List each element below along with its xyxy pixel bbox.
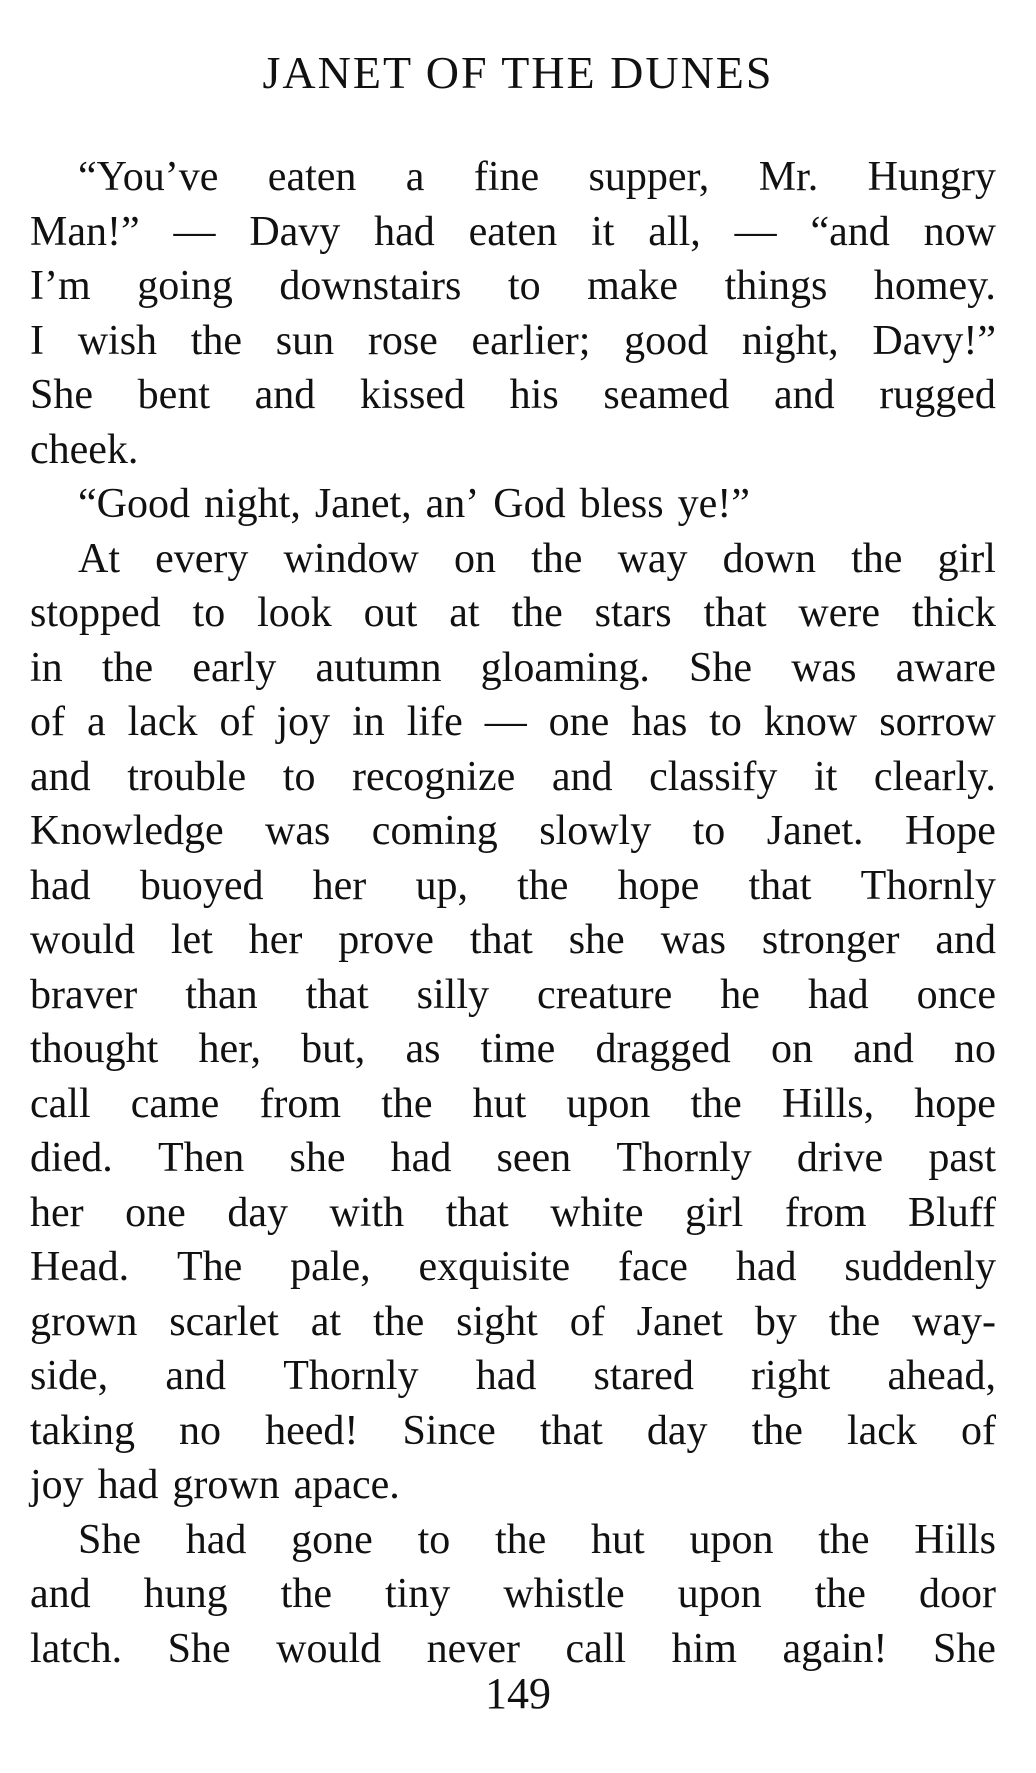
word: and bbox=[254, 372, 316, 418]
word: bent bbox=[137, 372, 210, 418]
word: one bbox=[548, 699, 610, 745]
text-line bbox=[30, 1077, 996, 1132]
word: of bbox=[30, 699, 65, 745]
word: that bbox=[539, 1407, 603, 1454]
word: no bbox=[953, 1026, 996, 1072]
word: would bbox=[30, 917, 135, 963]
word: rugged bbox=[879, 372, 996, 418]
word: one bbox=[125, 1189, 186, 1236]
word: of bbox=[219, 699, 255, 745]
word: Bluff bbox=[908, 1189, 996, 1236]
word: was bbox=[791, 644, 857, 691]
word: hope bbox=[914, 1080, 996, 1127]
word: with bbox=[329, 1189, 405, 1236]
text-line bbox=[30, 1567, 996, 1622]
word: the bbox=[101, 644, 154, 691]
word: Knowledge bbox=[30, 808, 224, 854]
word: taking bbox=[30, 1407, 135, 1454]
word: had bbox=[185, 1516, 247, 1563]
word: eaten bbox=[267, 154, 357, 200]
text-line bbox=[30, 150, 996, 205]
word: upon bbox=[689, 1516, 774, 1563]
word: Janet, bbox=[314, 481, 412, 527]
word: the bbox=[751, 1407, 803, 1454]
word: heed! bbox=[265, 1407, 359, 1454]
word: it bbox=[813, 753, 838, 800]
word: the bbox=[814, 1571, 866, 1617]
word: were bbox=[798, 590, 881, 636]
word: that bbox=[703, 590, 767, 636]
word: She bbox=[167, 1625, 231, 1672]
word: stronger bbox=[761, 917, 900, 963]
word: that bbox=[305, 971, 369, 1018]
word: grown bbox=[30, 1298, 138, 1345]
word: an’ bbox=[425, 481, 480, 527]
word: of bbox=[569, 1298, 605, 1345]
word: hut bbox=[591, 1516, 645, 1563]
word: She bbox=[78, 1516, 141, 1563]
word: to bbox=[709, 699, 742, 745]
word: in bbox=[352, 699, 385, 745]
word: She bbox=[689, 644, 753, 691]
word: from bbox=[259, 1080, 342, 1127]
text-line bbox=[30, 750, 996, 805]
word: exquisite bbox=[418, 1244, 571, 1290]
word: Hills, bbox=[781, 1080, 875, 1127]
word: seamed bbox=[603, 372, 730, 418]
word: stars bbox=[594, 590, 672, 636]
word: stopped bbox=[30, 590, 161, 636]
text-line bbox=[30, 314, 996, 369]
text-line bbox=[30, 1513, 996, 1568]
word: downstairs bbox=[279, 263, 462, 309]
page-number: 149 bbox=[485, 1669, 551, 1718]
word: At bbox=[78, 535, 120, 582]
word: know bbox=[763, 699, 858, 745]
word: Janet. bbox=[766, 808, 864, 854]
word: pale, bbox=[290, 1244, 371, 1290]
word: going bbox=[137, 263, 233, 309]
word: down bbox=[722, 535, 817, 582]
word: make bbox=[587, 263, 679, 309]
word: sun bbox=[275, 317, 335, 364]
text-line bbox=[30, 205, 996, 260]
word: tiny bbox=[384, 1571, 451, 1617]
word: Thornly bbox=[860, 862, 996, 909]
word: girl bbox=[685, 1189, 744, 1236]
text-line bbox=[30, 477, 996, 532]
text-line bbox=[30, 1404, 996, 1459]
word: had bbox=[807, 971, 869, 1018]
word: classify bbox=[649, 753, 778, 800]
word: a bbox=[405, 154, 425, 200]
word: to bbox=[692, 808, 726, 854]
word: slowly bbox=[539, 808, 652, 854]
word: that bbox=[445, 1189, 509, 1236]
word: Mr. bbox=[758, 154, 819, 200]
word: — bbox=[484, 699, 527, 745]
word: prove bbox=[338, 917, 434, 963]
word: hung bbox=[143, 1571, 228, 1617]
word: bless bbox=[579, 481, 664, 527]
word: side, bbox=[30, 1353, 109, 1399]
word: was bbox=[265, 808, 331, 854]
word: day bbox=[227, 1189, 288, 1236]
word: rose bbox=[367, 317, 438, 364]
word: earlier; bbox=[471, 317, 591, 364]
word: the bbox=[511, 590, 563, 636]
word: suddenly bbox=[844, 1244, 996, 1290]
word: white bbox=[550, 1189, 644, 1236]
body-text bbox=[30, 150, 996, 1676]
text-line bbox=[30, 423, 996, 478]
word: “You’ve bbox=[78, 154, 219, 200]
word: joy bbox=[276, 699, 331, 745]
word: call bbox=[30, 1080, 91, 1127]
word: would bbox=[276, 1625, 382, 1672]
word: Head. bbox=[30, 1244, 130, 1290]
word: The bbox=[177, 1244, 243, 1290]
word: Davy bbox=[249, 208, 341, 255]
word: him bbox=[671, 1625, 737, 1672]
word: that bbox=[469, 917, 533, 963]
text-line bbox=[30, 968, 996, 1023]
word: all, bbox=[648, 208, 701, 255]
word: her bbox=[30, 1189, 84, 1236]
word: that bbox=[748, 862, 812, 909]
word: I bbox=[30, 317, 44, 364]
word: the bbox=[531, 535, 583, 582]
word: — bbox=[734, 208, 777, 255]
word: by bbox=[754, 1298, 797, 1345]
word: had bbox=[30, 862, 91, 909]
text-line bbox=[30, 913, 996, 968]
word: to bbox=[282, 753, 316, 800]
word: stared bbox=[593, 1353, 694, 1399]
word: clearly. bbox=[873, 753, 996, 800]
word: died. bbox=[30, 1135, 113, 1181]
text-line bbox=[30, 1186, 996, 1241]
word: on bbox=[454, 535, 496, 582]
word: had bbox=[475, 1353, 537, 1399]
word: the bbox=[190, 317, 243, 364]
word: I’m bbox=[30, 263, 91, 309]
word: braver bbox=[30, 971, 138, 1018]
word: the bbox=[690, 1080, 742, 1127]
word: a bbox=[86, 699, 106, 745]
word: as bbox=[405, 1026, 441, 1072]
word: seen bbox=[496, 1135, 572, 1181]
word: door bbox=[918, 1571, 996, 1617]
word: out bbox=[363, 590, 418, 636]
word: up, bbox=[415, 862, 468, 909]
word: but, bbox=[301, 1026, 366, 1072]
word: drive bbox=[796, 1135, 884, 1181]
word: ye!” bbox=[677, 481, 750, 527]
word: every bbox=[155, 535, 249, 582]
word: in bbox=[30, 644, 63, 691]
word: hope bbox=[617, 862, 700, 909]
word: at bbox=[310, 1298, 342, 1345]
word: supper, bbox=[588, 154, 710, 200]
word: the bbox=[818, 1516, 870, 1563]
word: came bbox=[130, 1080, 220, 1127]
text-line bbox=[30, 1022, 996, 1077]
text-line bbox=[30, 1295, 996, 1350]
text-line bbox=[30, 1240, 996, 1295]
word: the bbox=[517, 862, 569, 909]
word: God bbox=[493, 481, 566, 527]
text-line bbox=[30, 586, 996, 641]
text-line bbox=[30, 368, 996, 423]
word: grown bbox=[172, 1462, 280, 1508]
word: apace. bbox=[293, 1462, 400, 1508]
word: from bbox=[784, 1189, 867, 1236]
word: her bbox=[312, 862, 367, 909]
word: it bbox=[591, 208, 615, 255]
word: at bbox=[449, 590, 480, 636]
word: and bbox=[935, 917, 996, 963]
word: cheek. bbox=[30, 426, 139, 473]
word: to bbox=[417, 1516, 451, 1563]
word: Hungry bbox=[867, 154, 996, 200]
text-line bbox=[30, 1458, 996, 1513]
text-line bbox=[30, 532, 996, 587]
word: scarlet bbox=[169, 1298, 279, 1345]
text-line bbox=[30, 1349, 996, 1404]
word: whistle bbox=[503, 1571, 625, 1617]
word: sight bbox=[456, 1298, 538, 1345]
word: and bbox=[853, 1026, 914, 1072]
word: the bbox=[494, 1516, 547, 1563]
word: he bbox=[720, 971, 760, 1018]
word: once bbox=[916, 971, 996, 1018]
word: eaten bbox=[468, 208, 558, 255]
word: way bbox=[617, 535, 688, 582]
word: girl bbox=[937, 535, 996, 582]
word: recognize bbox=[352, 753, 516, 800]
text-line bbox=[30, 859, 996, 914]
word: She bbox=[932, 1625, 996, 1672]
word: had bbox=[374, 208, 435, 255]
text-line bbox=[30, 259, 996, 314]
word: his bbox=[509, 372, 559, 418]
text-line bbox=[30, 804, 996, 859]
word: thick bbox=[911, 590, 996, 636]
word: than bbox=[185, 971, 258, 1018]
word: Hills bbox=[914, 1516, 996, 1563]
running-head: JANET OF THE DUNES bbox=[262, 47, 774, 98]
word: and bbox=[30, 1571, 91, 1617]
word: sorrow bbox=[879, 699, 996, 745]
text-line bbox=[30, 641, 996, 696]
word: things bbox=[724, 263, 828, 309]
word: aware bbox=[895, 644, 996, 691]
word: and bbox=[165, 1353, 226, 1399]
word: never bbox=[426, 1625, 520, 1672]
word: day bbox=[646, 1407, 708, 1454]
word: the bbox=[851, 535, 903, 582]
word: homey. bbox=[873, 263, 996, 309]
word: let bbox=[170, 917, 213, 963]
word: buoyed bbox=[139, 862, 264, 909]
word: right bbox=[751, 1353, 831, 1399]
word: Thornly bbox=[616, 1135, 752, 1181]
word: now bbox=[923, 208, 996, 255]
word: way- bbox=[912, 1298, 996, 1345]
word: kissed bbox=[359, 372, 465, 418]
word: and bbox=[773, 372, 835, 418]
word: has bbox=[631, 699, 688, 745]
word: window bbox=[283, 535, 419, 582]
word: lack bbox=[127, 699, 198, 745]
word: “and bbox=[810, 208, 890, 255]
word: had bbox=[390, 1135, 452, 1181]
word: her, bbox=[198, 1026, 261, 1072]
word: hut bbox=[472, 1080, 527, 1127]
text-line bbox=[30, 695, 996, 750]
word: look bbox=[257, 590, 332, 636]
word: Since bbox=[402, 1407, 496, 1454]
word: and bbox=[551, 753, 613, 800]
word: creature bbox=[537, 971, 673, 1018]
word: early bbox=[192, 644, 277, 691]
word: night, bbox=[741, 317, 839, 364]
word: she bbox=[289, 1135, 346, 1181]
text-line bbox=[30, 1131, 996, 1186]
word: trouble bbox=[127, 753, 247, 800]
word: no bbox=[179, 1407, 222, 1454]
word: she bbox=[568, 917, 625, 963]
word: to bbox=[192, 590, 226, 636]
word: life bbox=[406, 699, 463, 745]
word: the bbox=[280, 1571, 332, 1617]
word: upon bbox=[566, 1080, 651, 1127]
word: coming bbox=[371, 808, 498, 854]
word: autumn bbox=[315, 644, 442, 691]
word: She bbox=[30, 372, 93, 418]
word: time bbox=[480, 1026, 556, 1072]
word: past bbox=[928, 1135, 996, 1181]
word: and bbox=[30, 753, 91, 800]
word: again! bbox=[782, 1625, 888, 1672]
word: joy bbox=[30, 1462, 84, 1508]
word: silly bbox=[416, 971, 490, 1018]
word: face bbox=[618, 1244, 688, 1290]
word: had bbox=[97, 1462, 159, 1508]
word: to bbox=[507, 263, 541, 309]
word: was bbox=[660, 917, 726, 963]
word: gloaming. bbox=[480, 644, 650, 691]
word: call bbox=[565, 1625, 627, 1672]
word: fine bbox=[473, 154, 540, 200]
word: her bbox=[248, 917, 303, 963]
word: Then bbox=[158, 1135, 245, 1181]
word: thought bbox=[30, 1026, 159, 1072]
word: gone bbox=[291, 1516, 373, 1563]
word: dragged bbox=[595, 1026, 731, 1072]
word: had bbox=[735, 1244, 797, 1290]
word: good bbox=[624, 317, 709, 364]
word: on bbox=[770, 1026, 813, 1072]
word: upon bbox=[677, 1571, 762, 1617]
word: night, bbox=[203, 481, 301, 527]
word: ahead, bbox=[887, 1353, 996, 1399]
word: Thornly bbox=[283, 1353, 419, 1399]
word: Janet bbox=[636, 1298, 723, 1345]
word: Hope bbox=[904, 808, 996, 854]
word: Davy!” bbox=[872, 317, 996, 364]
word: lack bbox=[846, 1407, 917, 1454]
word: Man!” bbox=[30, 208, 140, 255]
word: the bbox=[828, 1298, 881, 1345]
word: “Good bbox=[78, 481, 190, 527]
word: wish bbox=[77, 317, 158, 364]
word: latch. bbox=[30, 1625, 123, 1672]
word: — bbox=[173, 208, 216, 255]
word: the bbox=[381, 1080, 433, 1127]
word: the bbox=[372, 1298, 425, 1345]
word: of bbox=[960, 1407, 996, 1454]
